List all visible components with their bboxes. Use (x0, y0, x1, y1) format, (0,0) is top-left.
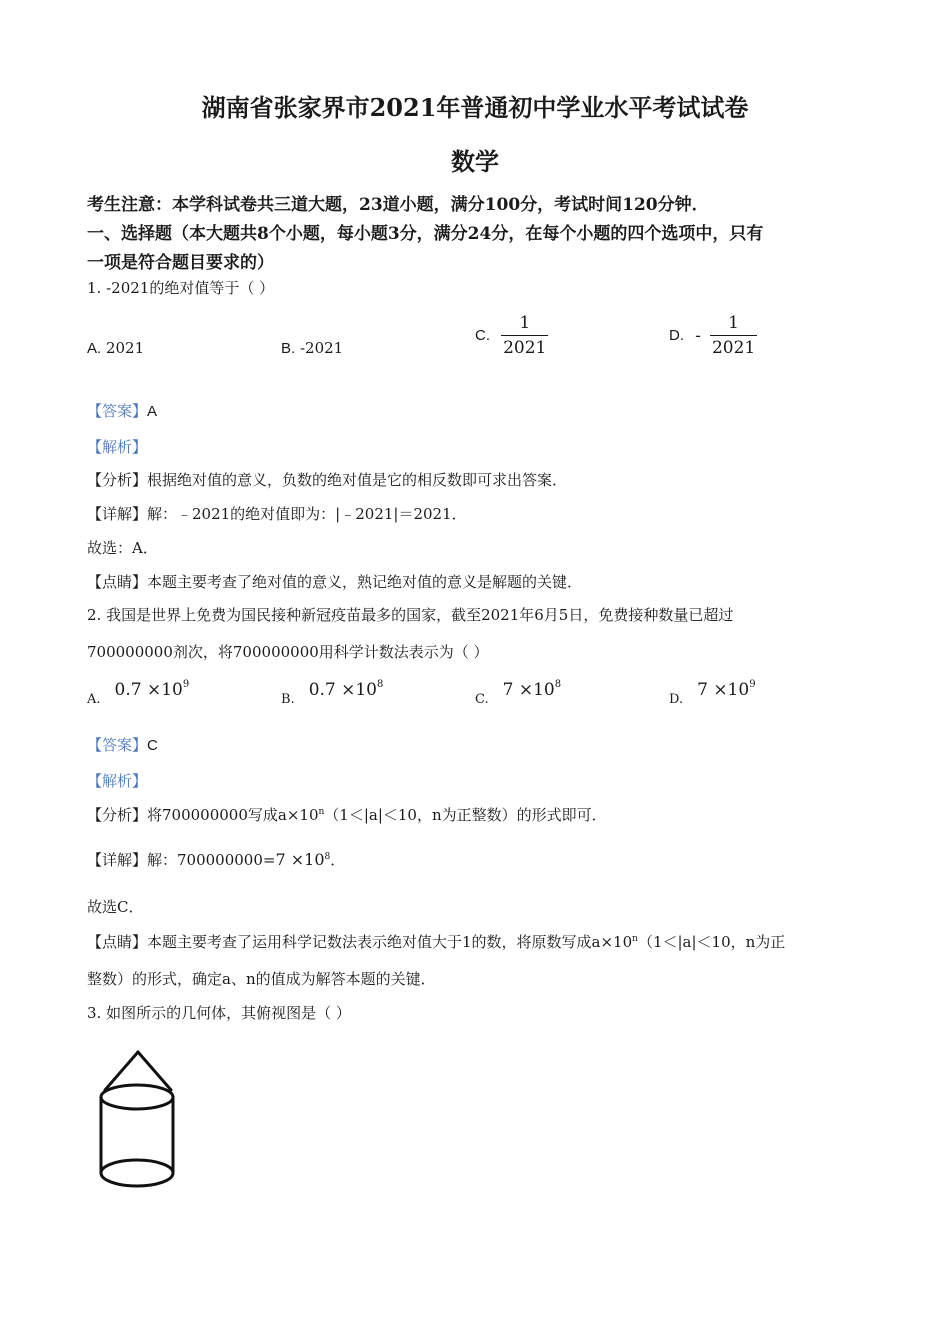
q1-option-d (669, 313, 757, 358)
q2-option-b (281, 679, 383, 707)
q2-option-c (475, 679, 561, 707)
q2-detail-exponent: 8 (324, 852, 331, 862)
q2-option-a-exponent: 9 (182, 679, 190, 690)
section1-heading-line2: 一项是符合题目要求的） (87, 253, 274, 273)
q1-option-a-label: A. (87, 340, 102, 357)
q2-detail (87, 849, 345, 870)
q1-option-c-denominator: 2021 (501, 335, 548, 358)
q1-option-c (475, 313, 548, 358)
q1-option-d-sign: - (695, 325, 701, 346)
q1-comment: 【点睛】本题主要考查了绝对值的意义，熟记绝对值的意义是解题的关键． (87, 573, 583, 591)
q1-option-d-fraction (710, 313, 757, 358)
exam-subject: 数学 (451, 147, 499, 176)
cylinder-top-ellipse (101, 1085, 173, 1109)
q2-comment-line1 (87, 931, 785, 952)
q1-stem: 1. -2021的绝对值等于（ ） (87, 279, 275, 297)
q3-stem: 3. 如图所示的几何体，其俯视图是（ ） (87, 1004, 351, 1022)
q2-detail-base: 7 ×10 (275, 850, 325, 869)
q2-analysis-tag: 【解析】 (87, 772, 148, 790)
q2-option-a-label: A. (87, 692, 101, 707)
exam-notice: 考生注意：本学科试卷共三道大题，23道小题，满分100分，考试时间120分钟． (87, 195, 709, 215)
q1-answer-tag: 【答案】 (87, 402, 148, 420)
q2-comment-exponent: n (632, 934, 638, 944)
q2-option-a-base: 0.7 ×10 (114, 680, 183, 700)
q2-stem-line2: 700000000剂次，将700000000用科学计数法表示为（ ） (87, 643, 489, 661)
q2-option-d (669, 679, 756, 707)
q1-analysis: 【分析】根据绝对值的意义，负数的绝对值是它的相反数即可求出答案． (87, 471, 568, 489)
q1-option-c-fraction (501, 313, 548, 358)
section1-heading-line1: 一、选择题（本大题共8个小题，每小题3分，满分24分，在每个小题的四个选项中，只有 (87, 224, 764, 244)
q1-option-d-numerator: 1 (728, 313, 739, 333)
q2-option-d-base: 7 ×10 (697, 680, 750, 700)
q2-option-b-exponent: 8 (377, 679, 384, 690)
q1-detail: 【详解】解：﹣2021的绝对值即为：|﹣2021|＝2021． (87, 505, 467, 523)
q1-answer-value: A (147, 403, 158, 420)
exam-title: 湖南省张家界市2021年普通初中学业水平考试试卷 (201, 93, 749, 122)
q1-analysis-tag: 【解析】 (87, 438, 148, 456)
q2-detail-post: ． (330, 851, 346, 869)
q2-option-b-base: 0.7 ×10 (308, 680, 378, 700)
q2-option-a (87, 679, 189, 707)
q1-option-d-denominator: 2021 (710, 335, 757, 358)
q2-analysis-exponent: n (318, 807, 325, 817)
q2-comment-pre: 【点睛】本题主要考查了运用科学记数法表示绝对值大于1的数，将原数写成a×10 (87, 933, 633, 951)
q1-choice: 故选：A． (87, 539, 158, 557)
q2-option-d-exponent: 9 (749, 679, 756, 690)
q2-answer (87, 734, 158, 755)
q1-option-b (281, 339, 343, 357)
q2-answer-value: C (147, 737, 158, 754)
q2-answer-tag: 【答案】 (87, 736, 148, 754)
q1-option-b-text: -2021 (299, 339, 344, 357)
q1-option-c-label: C. (475, 327, 490, 344)
q2-choice: 故选C． (87, 898, 144, 916)
q2-analysis (87, 804, 607, 825)
q2-option-c-label: C. (475, 692, 489, 707)
q1-option-d-label: D. (669, 327, 684, 344)
q2-comment-post: （1＜|a|＜10，n为正 (637, 933, 786, 951)
q1-option-c-numerator: 1 (519, 313, 531, 333)
q1-option-a (87, 339, 144, 357)
q1-option-b-label: B. (281, 340, 296, 357)
q2-option-b-label: B. (281, 692, 295, 707)
q2-option-c-exponent: 8 (554, 679, 562, 690)
q2-detail-pre: 【详解】解：700000000= (87, 851, 276, 869)
q2-option-d-label: D. (669, 692, 684, 707)
cylinder-bottom-ellipse (101, 1160, 173, 1186)
q1-option-a-text: 2021 (105, 339, 145, 357)
q2-option-c-base: 7 ×10 (502, 680, 555, 700)
q2-analysis-pre: 【分析】将700000000写成a×10 (87, 806, 319, 824)
q2-comment-line2: 整数）的形式，确定a、n的值成为解答本题的关键． (87, 970, 436, 988)
q1-answer (87, 400, 157, 421)
q2-stem-line1: 2. 我国是世界上免费为国民接种新冠疫苗最多的国家，截至2021年6月5日，免费接种数量已超过 (87, 606, 734, 624)
q2-analysis-post: （1＜|a|＜10，n为正整数）的形式即可． (324, 806, 607, 824)
q3-solid-figure (90, 1045, 190, 1195)
